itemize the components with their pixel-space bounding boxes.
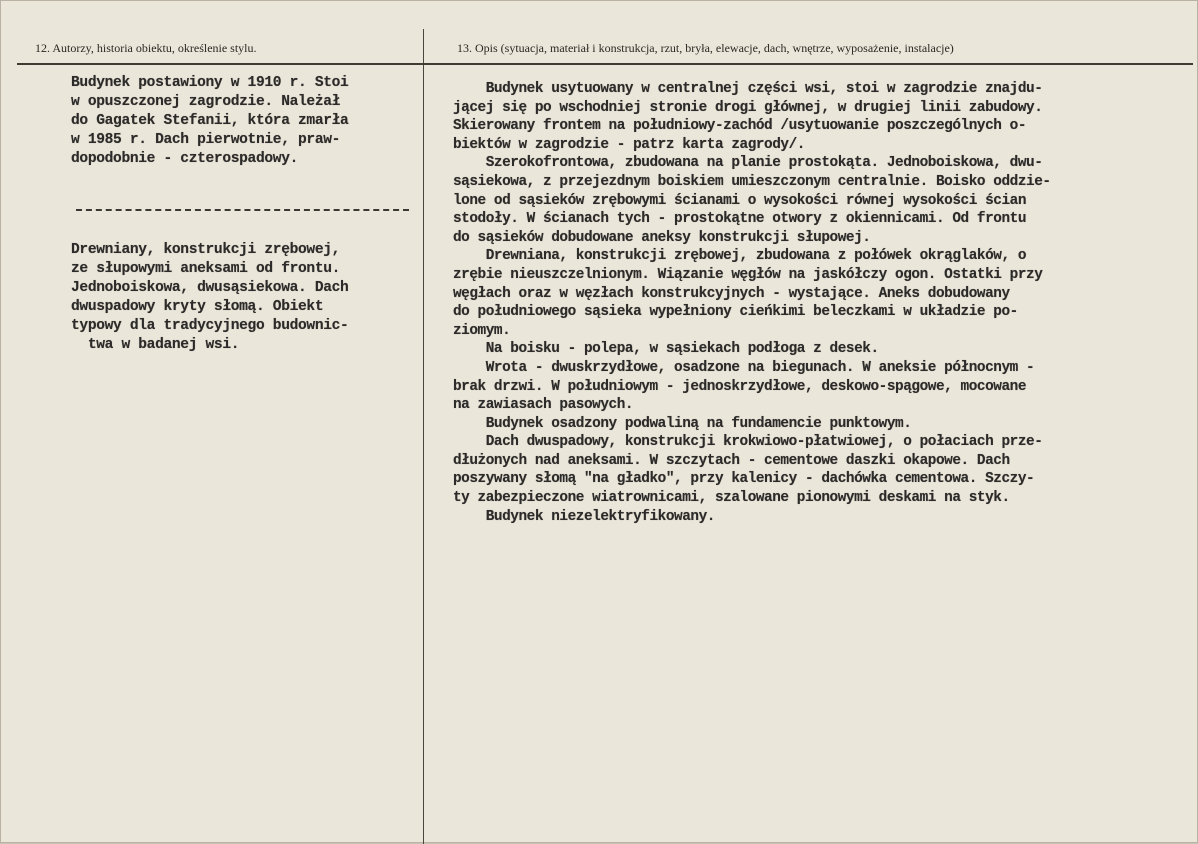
section-13-heading: 13. Opis (sytuacja, materiał i konstrukcja, rzut, bryła, elewacje, dach, wnętrze, wyposażenie, instalacje) (457, 41, 954, 55)
dashed-separator (76, 209, 409, 211)
column-divider (423, 29, 424, 844)
section-12-heading: 12. Autorzy, historia obiektu, określenie stylu. (35, 41, 257, 55)
header-rule (17, 63, 1193, 65)
style-text: Drewniany, konstrukcji zrębowej, ze słupowymi aneksami od frontu. Jednoboiskowa, dwusąsiekowa. Dach dwuspadowy kryty słomą. Obiekt typowy dla tradycyjnego budownic- twa w badanej wsi. (71, 242, 349, 353)
history-text: Budynek postawiony w 1910 r. Stoi w opuszczonej zagrodzie. Należał do Gagatek Stefanii, która zmarła w 1985 r. Dach pierwotnie, praw- dopodobnie - czterospadowy. (71, 75, 349, 167)
description-text: Budynek usytuowany w centralnej części wsi, stoi w zagrodzie znajdu- jącej się po wschodniej stronie drogi głównej, w drugiej linii zabudowy. Skierowany frontem na południowy-zachód /usytuowanie poszczególnych o- biektów w zagrodzie - patrz karta zagrody/. Szerokofrontowa, zbudowana na planie prostokąta. Jednoboiskowa, dwu- sąsiekowa, z przejezdnym boiskiem umieszczonym centralnie. Boisko oddzie- lone od sąsieków zrębowymi ścianami o wysokości równej wysokości ścian stodoły. W ścianach tych - prostokątne otwory z okiennicami. Od frontu do sąsieków dobudowane aneksy konstrukcji słupowej. Drewniana, konstrukcji zrębowej, zbudowana z połówek okrąglaków, o zrębie nieuszczelnionym. Wiązanie węgłów na jaskółczy ogon. Ostatki przy węgłach oraz w węzłach konstrukcyjnych - wystające. Aneks dobudowany do południowego sąsieka wypełniony cieńkimi beleczkami w układzie po- ziomym. Na boisku - polepa, w sąsiekach podłoga z desek. Wrota - dwuskrzydłowe, osadzone na biegunach. W aneksie północnym - brak drzwi. W południowym - jednoskrzydłowe, deskowo-spągowe, mocowane na zawiasach pasowych. Budynek osadzony podwaliną na fundamencie punktowym. Dach dwuspadowy, konstrukcji krokwiowo-płatwiowej, o połaciach prze- dłużonych nad aneksami. W szczytach - cementowe daszki okapowe. Dach poszywany słomą "na gładko", przy kalenicy - dachówka cementowa. Szczy- ty zabezpieczone wiatrownicami, szalowane pionowymi deskami na styk. Budynek niezelektryfikowany. (453, 81, 1051, 525)
